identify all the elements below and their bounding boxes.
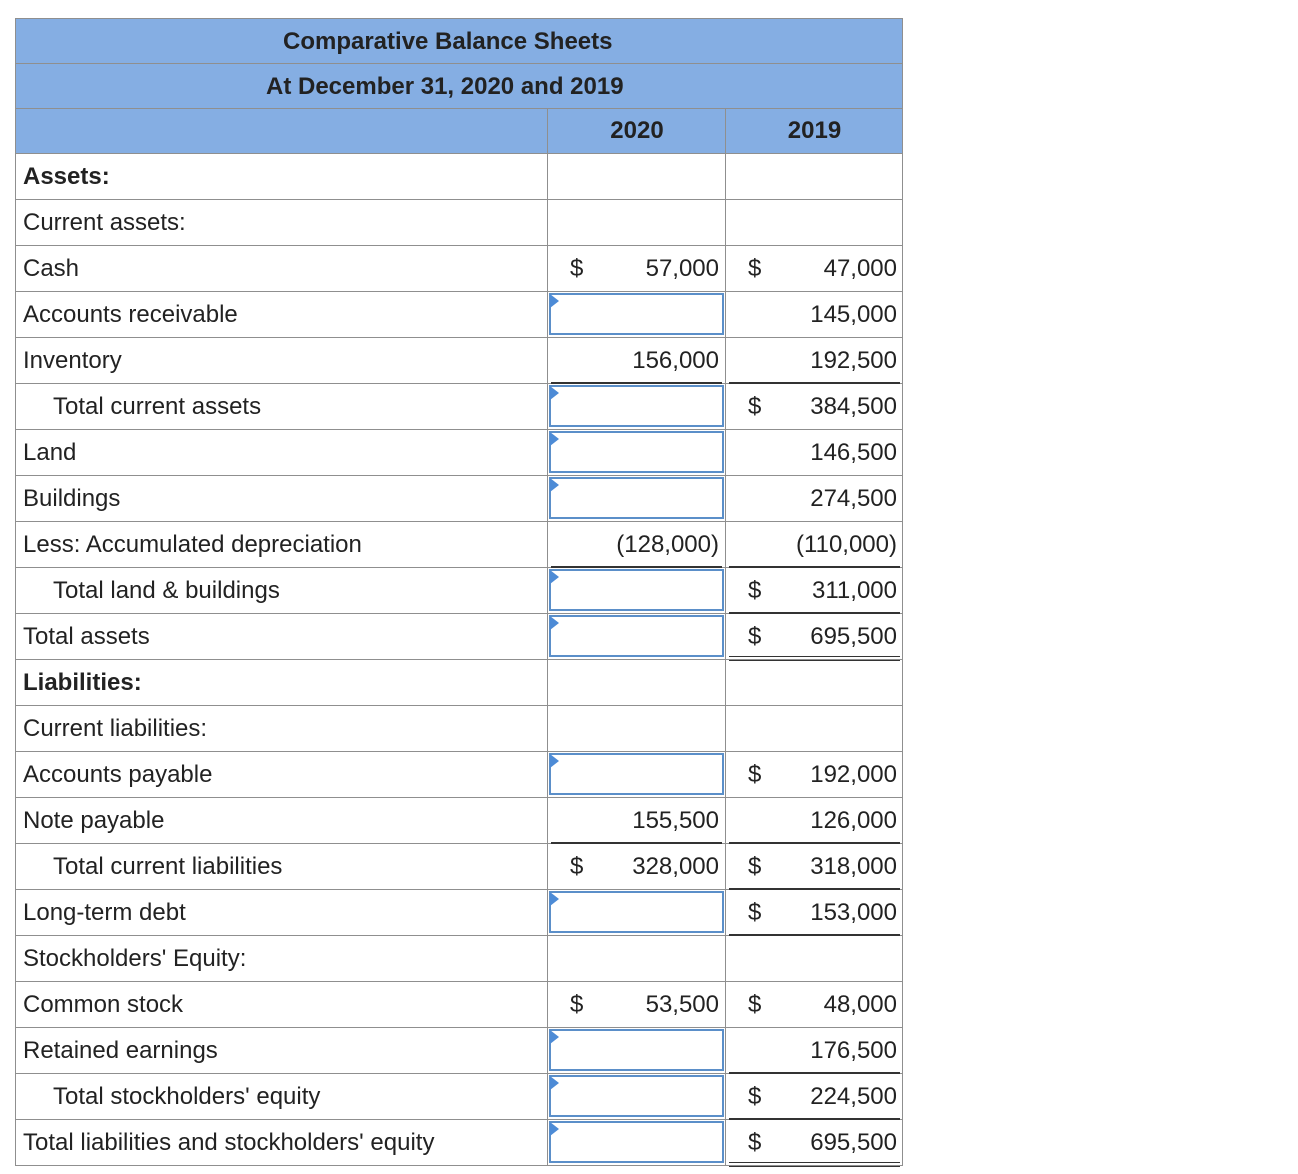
row-label: Total assets: [23, 623, 150, 650]
cell-2019: [725, 338, 903, 383]
balance-sheet-table: [15, 18, 903, 1166]
answer-input-2020[interactable]: [549, 615, 724, 657]
answer-input-2020[interactable]: [549, 1121, 724, 1163]
cell-2019: [725, 246, 903, 291]
value-2019: 311,000: [812, 577, 897, 604]
row-label: Assets:: [23, 163, 110, 190]
cell-2019: [725, 522, 903, 567]
value-2019: 384,500: [810, 393, 897, 420]
table-row: [15, 982, 903, 1028]
col-2019-header: 2019: [725, 109, 903, 153]
value-2019: 695,500: [810, 623, 897, 650]
table-row: [15, 522, 903, 568]
input-marker-icon: [550, 570, 559, 584]
answer-input-2020[interactable]: [549, 569, 724, 611]
table-row: [15, 1120, 903, 1166]
row-label: Cash: [23, 255, 80, 282]
cell-2019: [725, 752, 903, 797]
row-label: Liabilities:: [23, 669, 142, 696]
input-marker-icon: [550, 892, 559, 906]
value-2020: 156,000: [632, 347, 719, 374]
currency-symbol: $: [748, 991, 762, 1018]
cell-2019: [725, 568, 903, 613]
value-2019: 695,500: [810, 1129, 897, 1156]
currency-symbol: $: [748, 623, 762, 650]
answer-input-2020[interactable]: [549, 1075, 724, 1117]
answer-input-2020[interactable]: [549, 385, 724, 427]
currency-symbol: $: [748, 255, 762, 282]
value-2020: 328,000: [632, 853, 719, 880]
value-2020: 57,000: [645, 255, 719, 282]
cell-2019: [725, 660, 903, 705]
cell-2020: [547, 338, 725, 383]
cell-2019: [725, 292, 903, 337]
input-marker-icon: [550, 754, 559, 768]
currency-symbol: $: [570, 991, 584, 1018]
answer-input-2020[interactable]: [549, 477, 724, 519]
currency-symbol: $: [748, 899, 762, 926]
input-marker-icon: [550, 432, 559, 446]
cell-2020[interactable]: [547, 384, 725, 429]
currency-symbol: $: [748, 577, 762, 604]
cell-2019: [725, 476, 903, 521]
cell-2020[interactable]: [547, 292, 725, 337]
cell-2019: [725, 936, 903, 981]
input-marker-icon: [550, 294, 559, 308]
table-row: [15, 476, 903, 522]
cell-2020: [547, 154, 725, 199]
cell-2020[interactable]: [547, 752, 725, 797]
value-2019: 176,500: [810, 1037, 897, 1064]
answer-input-2020[interactable]: [549, 431, 724, 473]
row-label: Less: Accumulated depreciation: [23, 531, 362, 558]
table-row: [15, 568, 903, 614]
value-2019: 47,000: [823, 255, 897, 282]
value-2019: 146,500: [810, 439, 897, 466]
input-marker-icon: [550, 386, 559, 400]
currency-symbol: $: [748, 1083, 762, 1110]
table-row: [15, 384, 903, 430]
cell-2019: [725, 1074, 903, 1119]
input-marker-icon: [550, 478, 559, 492]
row-label: Note payable: [23, 807, 165, 834]
input-marker-icon: [550, 1030, 559, 1044]
value-2019: 192,000: [810, 761, 897, 788]
row-label: Stockholders' Equity:: [23, 945, 247, 972]
answer-input-2020[interactable]: [549, 891, 724, 933]
cell-2020: [547, 660, 725, 705]
row-label: Accounts receivable: [23, 301, 238, 328]
cell-2019: [725, 982, 903, 1027]
value-2019: 126,000: [810, 807, 897, 834]
value-2020: (128,000): [616, 531, 719, 558]
value-2019: (110,000): [796, 531, 897, 558]
cell-2020: [547, 936, 725, 981]
row-label: Total current assets: [53, 393, 262, 420]
row-label: Accounts payable: [23, 761, 213, 788]
title-row: [15, 18, 903, 63]
input-marker-icon: [550, 1122, 559, 1136]
value-2019: 274,500: [810, 485, 897, 512]
cell-2019: [725, 1120, 903, 1165]
table-row: [15, 200, 903, 246]
cell-2020[interactable]: [547, 1074, 725, 1119]
table-row: [15, 706, 903, 752]
value-2019: 145,000: [810, 301, 897, 328]
row-label: Current liabilities:: [23, 715, 208, 742]
cell-2019: [725, 798, 903, 843]
row-label: Total land & buildings: [53, 577, 280, 604]
cell-2020[interactable]: [547, 476, 725, 521]
answer-input-2020[interactable]: [549, 293, 724, 335]
currency-symbol: $: [748, 853, 762, 880]
value-2020: 155,500: [632, 807, 719, 834]
row-label: Total stockholders' equity: [53, 1083, 321, 1110]
table-row: [15, 430, 903, 476]
cell-2020: [547, 982, 725, 1027]
currency-symbol: $: [570, 853, 584, 880]
table-row: [15, 246, 903, 292]
table-row: [15, 890, 903, 936]
row-label: Land: [23, 439, 77, 466]
row-label: Common stock: [23, 991, 184, 1018]
currency-symbol: $: [748, 393, 762, 420]
table-row: [15, 292, 903, 338]
value-2019: 318,000: [810, 853, 897, 880]
currency-symbol: $: [570, 255, 584, 282]
cell-2020: [547, 246, 725, 291]
cell-2019: [725, 890, 903, 935]
sheet-title: Comparative Balance Sheets: [283, 28, 613, 55]
table-row: [15, 614, 903, 660]
value-2020: 53,500: [645, 991, 719, 1018]
input-marker-icon: [550, 1076, 559, 1090]
row-label: Long-term debt: [23, 899, 186, 926]
table-row: [15, 154, 903, 200]
sheet-subtitle: At December 31, 2020 and 2019: [266, 73, 624, 100]
currency-symbol: $: [748, 1129, 762, 1156]
cell-2019: [725, 1028, 903, 1073]
col-2020-header: 2020: [547, 109, 726, 153]
cell-2020: [547, 798, 725, 843]
table-row: [15, 798, 903, 844]
cell-2019: [725, 614, 903, 659]
value-2019: 224,500: [810, 1083, 897, 1110]
value-2019: 192,500: [810, 347, 897, 374]
currency-symbol: $: [748, 761, 762, 788]
cell-2020[interactable]: [547, 430, 725, 475]
cell-2020[interactable]: [547, 1028, 725, 1073]
cell-2020[interactable]: [547, 890, 725, 935]
cell-2019: [725, 706, 903, 751]
year-header-row: [15, 108, 903, 154]
table-row: [15, 844, 903, 890]
cell-2019: [725, 844, 903, 889]
cell-2020: [547, 522, 725, 567]
cell-2020: [547, 200, 725, 245]
table-row: [15, 338, 903, 384]
answer-input-2020[interactable]: [549, 753, 724, 795]
subtitle-row: [15, 63, 903, 108]
cell-2020: [547, 844, 725, 889]
table-row: [15, 1028, 903, 1074]
table-row: [15, 660, 903, 706]
table-row: [15, 752, 903, 798]
row-label: Buildings: [23, 485, 121, 512]
cell-2020[interactable]: [547, 568, 725, 613]
underline-rule: [729, 1162, 900, 1167]
input-marker-icon: [550, 616, 559, 630]
row-label: Inventory: [23, 347, 122, 374]
row-label: Total liabilities and stockholders' equity: [23, 1129, 435, 1156]
table-row: [15, 1074, 903, 1120]
cell-2019: [725, 430, 903, 475]
table-row: [15, 936, 903, 982]
row-label: Current assets:: [23, 209, 186, 236]
row-label: Total current liabilities: [53, 853, 283, 880]
cell-2020[interactable]: [547, 1120, 725, 1165]
table-body: [15, 154, 903, 1166]
answer-input-2020[interactable]: [549, 1029, 724, 1071]
value-2019: 153,000: [810, 899, 897, 926]
row-label: Retained earnings: [23, 1037, 218, 1064]
cell-2019: [725, 200, 903, 245]
cell-2019: [725, 384, 903, 429]
cell-2019: [725, 154, 903, 199]
cell-2020[interactable]: [547, 614, 725, 659]
cell-2020: [547, 706, 725, 751]
value-2019: 48,000: [823, 991, 897, 1018]
